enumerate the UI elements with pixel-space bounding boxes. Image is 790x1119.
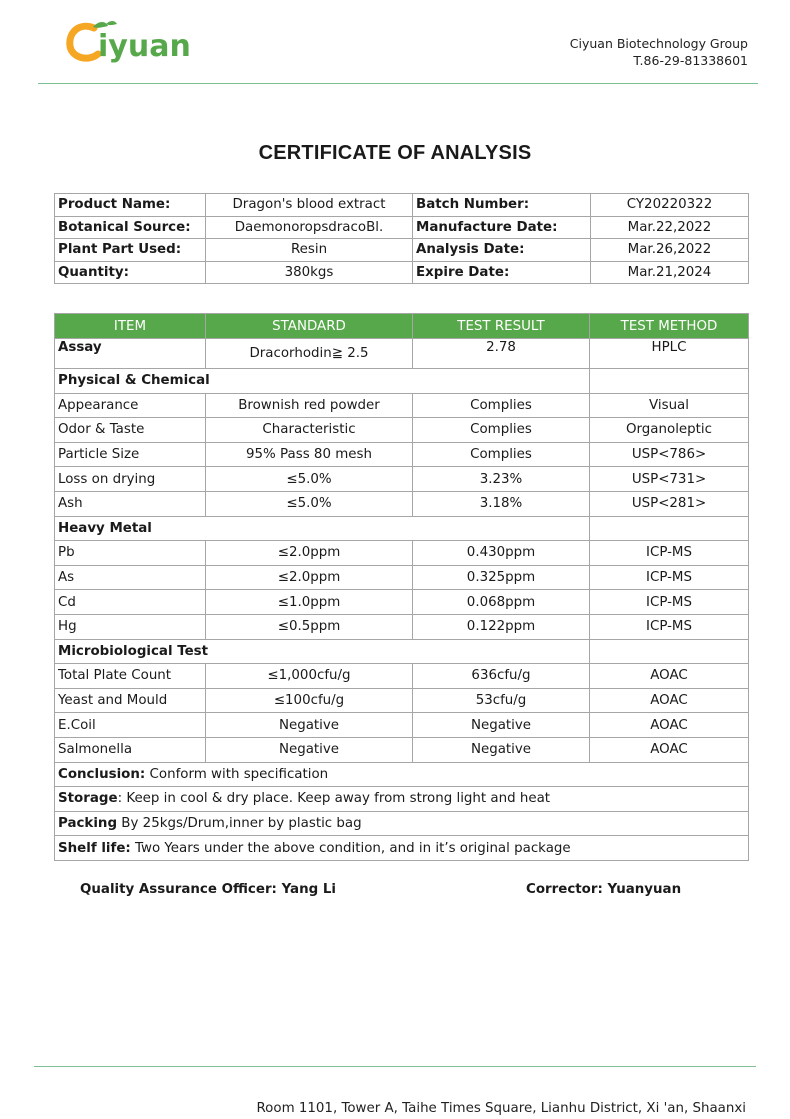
table-row — [55, 737, 749, 762]
row-item: Particle Size — [55, 442, 206, 467]
row-result: Negative — [413, 713, 590, 738]
table-row — [55, 664, 749, 689]
conclusion-label: Conclusion: — [58, 766, 146, 782]
table-row — [55, 614, 749, 639]
packing-row — [55, 811, 749, 836]
row-method: AOAC — [590, 713, 749, 738]
analysis-date-label: Analysis Date: — [413, 239, 591, 262]
storage-text: : Keep in cool & dry place. Keep away from strong light and heat — [117, 791, 551, 807]
assay-row — [55, 339, 749, 369]
table-header-row — [55, 314, 749, 339]
row-result: 0.068ppm — [413, 590, 590, 615]
row-standard: Negative — [206, 737, 413, 762]
row-item: Pb — [55, 541, 206, 566]
row-method: USP<786> — [590, 442, 749, 467]
page-title: CERTIFICATE OF ANALYSIS — [258, 142, 532, 164]
svg-text:iyuan: iyuan — [98, 29, 191, 64]
table-row — [55, 418, 749, 443]
row-item: E.Coil — [55, 713, 206, 738]
table-row — [55, 713, 749, 738]
assay-standard: Dracorhodin≧ 2.5 — [206, 339, 413, 369]
row-standard: Negative — [206, 713, 413, 738]
row-result: 0.122ppm — [413, 614, 590, 639]
analysis-results-table — [54, 313, 749, 861]
row-item: Hg — [55, 614, 206, 639]
batch-number-value: CY20220322 — [591, 194, 749, 217]
row-standard: ≤0.5ppm — [206, 614, 413, 639]
company-info — [570, 35, 748, 69]
row-method: AOAC — [590, 664, 749, 689]
company-phone: T.86-29-81338601 — [633, 53, 748, 68]
product-info-table — [54, 193, 749, 284]
footer-address: Room 1101, Tower A, Taihe Times Square, Lianhu District, Xi 'an, Shaanxi — [256, 1101, 746, 1116]
row-result: Complies — [413, 418, 590, 443]
quantity-label: Quantity: — [55, 261, 206, 284]
row-method: ICP-MS — [590, 614, 749, 639]
ciyuan-logo-icon — [66, 18, 216, 66]
row-item: Total Plate Count — [55, 664, 206, 689]
row-standard: ≤2.0ppm — [206, 541, 413, 566]
row-item: Yeast and Mould — [55, 688, 206, 713]
shelf-life-label: Shelf life: — [58, 840, 131, 856]
row-method: ICP-MS — [590, 590, 749, 615]
botanical-source-label: Botanical Source: — [55, 216, 206, 239]
section-empty-cell — [590, 639, 749, 664]
row-standard: ≤1.0ppm — [206, 590, 413, 615]
row-standard: ≤5.0% — [206, 467, 413, 492]
batch-number-label: Batch Number: — [413, 194, 591, 217]
corrector: Corrector: Yuanyuan — [526, 882, 682, 897]
row-method: USP<281> — [590, 491, 749, 516]
row-method: USP<731> — [590, 467, 749, 492]
row-item: Loss on drying — [55, 467, 206, 492]
manufacture-date-value: Mar.22,2022 — [591, 216, 749, 239]
row-result: 53cfu/g — [413, 688, 590, 713]
plant-part-value: Resin — [206, 239, 413, 262]
row-item: As — [55, 565, 206, 590]
info-row — [55, 261, 749, 284]
row-item: Salmonella — [55, 737, 206, 762]
row-standard: ≤100cfu/g — [206, 688, 413, 713]
row-standard: Brownish red powder — [206, 393, 413, 418]
row-result: Complies — [413, 393, 590, 418]
row-item: Ash — [55, 491, 206, 516]
row-method: AOAC — [590, 737, 749, 762]
storage-row — [55, 787, 749, 812]
shelf-life-cell — [55, 836, 749, 861]
expire-date-value: Mar.21,2024 — [591, 261, 749, 284]
row-result: 3.23% — [413, 467, 590, 492]
quantity-value: 380kgs — [206, 261, 413, 284]
analysis-date-value: Mar.26,2022 — [591, 239, 749, 262]
row-item: Cd — [55, 590, 206, 615]
section-row — [55, 639, 749, 664]
conclusion-text: Conform with specification — [145, 766, 329, 782]
row-standard: ≤5.0% — [206, 491, 413, 516]
shelf-life-row — [55, 836, 749, 861]
storage-label: Storage — [58, 791, 118, 807]
section-microbiological: Microbiological Test — [55, 639, 590, 664]
row-item: Appearance — [55, 393, 206, 418]
botanical-source-value: DaemonoropsdracoBl. — [206, 216, 413, 239]
product-name-value: Dragon's blood extract — [206, 194, 413, 217]
header-test-result: TEST RESULT — [413, 314, 590, 339]
row-standard: ≤2.0ppm — [206, 565, 413, 590]
packing-text: By 25kgs/Drum,inner by plastic bag — [117, 815, 362, 831]
row-result: 0.430ppm — [413, 541, 590, 566]
storage-cell — [55, 787, 749, 812]
section-empty-cell — [590, 369, 749, 394]
row-standard: ≤1,000cfu/g — [206, 664, 413, 689]
table-row — [55, 467, 749, 492]
table-row — [55, 565, 749, 590]
row-method: Organoleptic — [590, 418, 749, 443]
info-row — [55, 216, 749, 239]
header-test-method: TEST METHOD — [590, 314, 749, 339]
company-name: Ciyuan Biotechnology Group — [569, 36, 748, 51]
table-row — [55, 491, 749, 516]
row-standard: 95% Pass 80 mesh — [206, 442, 413, 467]
row-method: ICP-MS — [590, 565, 749, 590]
header-standard: STANDARD — [206, 314, 413, 339]
plant-part-label: Plant Part Used: — [55, 239, 206, 262]
row-standard: Characteristic — [206, 418, 413, 443]
table-row — [55, 442, 749, 467]
conclusion-cell — [55, 762, 749, 787]
conclusion-row — [55, 762, 749, 787]
table-row — [55, 688, 749, 713]
section-row — [55, 369, 749, 394]
table-row — [55, 393, 749, 418]
shelf-life-text: Two Years under the above condition, and in it’s original package — [130, 840, 571, 856]
manufacture-date-label: Manufacture Date: — [413, 216, 591, 239]
row-item: Odor & Taste — [55, 418, 206, 443]
assay-result: 2.78 — [413, 339, 590, 369]
packing-cell — [55, 811, 749, 836]
row-method: AOAC — [590, 688, 749, 713]
expire-date-label: Expire Date: — [413, 261, 591, 284]
table-row — [55, 541, 749, 566]
product-name-label: Product Name: — [55, 194, 206, 217]
info-row — [55, 194, 749, 217]
footer-divider — [34, 1066, 756, 1067]
row-result: Negative — [413, 737, 590, 762]
row-method: ICP-MS — [590, 541, 749, 566]
table-row — [55, 590, 749, 615]
packing-label: Packing — [58, 815, 118, 831]
section-physical-chemical: Physical & Chemical — [55, 369, 590, 394]
assay-method: HPLC — [590, 339, 749, 369]
row-method: Visual — [590, 393, 749, 418]
assay-item: Assay — [55, 339, 206, 369]
info-row — [55, 239, 749, 262]
header-divider — [38, 83, 758, 84]
header-item: ITEM — [55, 314, 206, 339]
row-result: Complies — [413, 442, 590, 467]
row-result: 636cfu/g — [413, 664, 590, 689]
section-empty-cell — [590, 516, 749, 541]
section-heavy-metal: Heavy Metal — [55, 516, 590, 541]
qa-officer: Quality Assurance Officer: Yang Li — [80, 882, 336, 897]
row-result: 3.18% — [413, 491, 590, 516]
company-logo — [66, 18, 216, 66]
section-row — [55, 516, 749, 541]
row-result: 0.325ppm — [413, 565, 590, 590]
